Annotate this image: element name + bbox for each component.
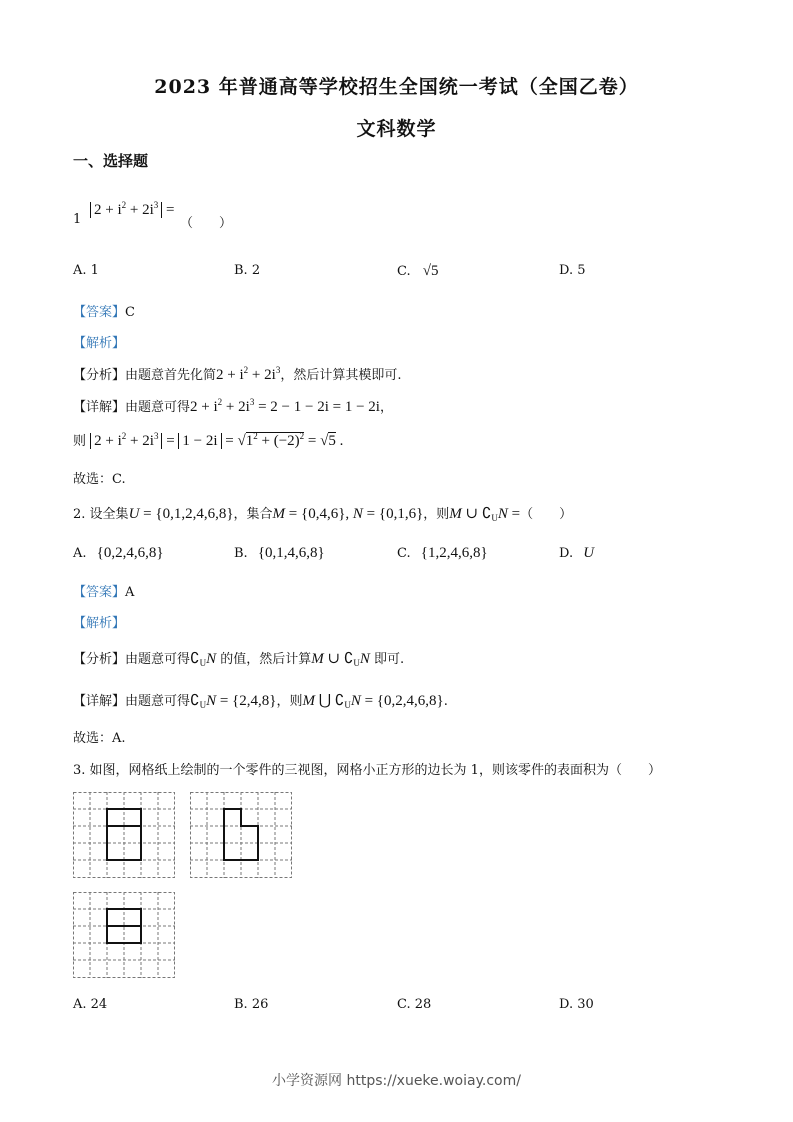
fenxi-text-3: 即可. [374, 652, 405, 667]
question-1-blank: （ ） [180, 216, 233, 231]
answer-tag: 【答案】 [73, 585, 126, 600]
fenxi-tag: 【分析】 [73, 368, 126, 383]
fenxi-math-1: $∁_UN$ [190, 651, 217, 668]
q1-option-c-value: √5 [422, 263, 439, 279]
q1-xiangjie [73, 396, 393, 416]
q2-option-d [559, 545, 594, 562]
option-label: B. [234, 546, 248, 561]
q2-analysis-tag: 【解析】 [73, 616, 126, 631]
question-3-stem [73, 759, 661, 778]
xiangjie-text-2: ，则 [276, 694, 303, 709]
question-3-number: 3. [73, 763, 86, 778]
top-view-figure [73, 892, 175, 978]
fenxi-text: 由题意首先化简 [125, 368, 217, 383]
q3-option-a: A. 24 [73, 997, 108, 1012]
question-2-number: 2. [73, 507, 86, 522]
option-value: {1,2,4,6,8} [420, 545, 488, 561]
section-heading: 一、选择题 [73, 152, 149, 170]
answer-value: C [125, 305, 135, 320]
q2-fenxi [73, 648, 404, 668]
question-1-number: 1 [73, 212, 82, 227]
q3-option-d: D. 30 [559, 997, 594, 1012]
q1-answer [73, 301, 135, 320]
stem-math-result: M ∪ $∁_UN$ = [449, 506, 521, 523]
exam-subtitle: 文科数学 [356, 118, 437, 140]
option-label: A. [73, 546, 87, 561]
xiangjie-tag: 【详解】 [73, 694, 126, 709]
front-view-figure [73, 792, 175, 878]
fenxi-math-2: M ∪ $∁_UN$ [311, 651, 370, 668]
q1-option-b: B. 2 [234, 263, 261, 278]
then-prefix: 则 [73, 434, 87, 449]
q1-option-d: D. 5 [559, 263, 586, 278]
q2-conclusion: 故选：A. [73, 731, 126, 746]
option-label: D. [559, 546, 574, 561]
fenxi-text-2: 的值，然后计算 [220, 652, 312, 667]
then-math: $2 + i^2 + 2i^3 = 1 - 2i = √1^2 + (-2)^2 = √5$ . [90, 432, 343, 449]
question-1-stem: $2 + i^2 + 2i^3$ = [90, 200, 175, 219]
footer-watermark: 小学资源网 https://xueke.woiay.com/ [272, 1073, 521, 1089]
stem-math-u: U = {0,1,2,4,6,8} [128, 506, 234, 522]
q2-option-b [234, 545, 325, 562]
question-3-text: 如图，网格纸上绘制的一个零件的三视图，网格小正方形的边长为 1，则该零件的表面积为（ ） [89, 763, 661, 778]
q2-answer [73, 581, 134, 600]
stem-text-2: ，集合 [233, 507, 273, 522]
xiangjie-math-1: $∁_UN = \{2,4,8\}$ [190, 693, 277, 710]
side-view-figure [190, 792, 292, 878]
q3-option-b: B. 26 [234, 997, 269, 1012]
option-value: {0,2,4,6,8} [96, 545, 164, 561]
stem-math-mn: M = {0,4,6}, N = {0,1,6} [272, 506, 424, 522]
fenxi-tag: 【分析】 [73, 652, 126, 667]
q2-option-a [73, 545, 164, 562]
question-2-stem [73, 503, 572, 523]
exam-title: 2023 年普通高等学校招生全国统一考试（全国乙卷） [154, 76, 639, 98]
q1-option-a: A. 1 [73, 263, 99, 278]
xiangjie-text: 由题意可得 [125, 400, 191, 415]
answer-tag: 【答案】 [73, 305, 126, 320]
q1-analysis-tag: 【解析】 [73, 336, 126, 351]
xiangjie-tag: 【详解】 [73, 400, 126, 415]
option-value: {0,1,4,6,8} [257, 545, 325, 561]
answer-value: A [125, 585, 135, 600]
q1-then-line [73, 430, 343, 450]
q1-conclusion: 故选：C. [73, 472, 126, 487]
stem-text: 设全集 [89, 507, 129, 522]
xiangjie-text-2: ， [379, 400, 393, 415]
fenxi-text-2: ，然后计算其模即可. [280, 368, 402, 383]
fenxi-text: 由题意可得 [125, 652, 191, 667]
q1-option-c-label: C. [397, 264, 411, 279]
fenxi-math: $2 + i^2 + 2i^3$ [216, 365, 281, 383]
q1-option-c [397, 263, 439, 280]
q3-option-c: C. 28 [397, 997, 432, 1012]
xiangjie-text-3: . [443, 694, 448, 709]
option-value: U [583, 545, 595, 561]
xiangjie-math-2: M ⋃ $∁_UN = \{0,2,4,6,8\}$ [302, 693, 444, 710]
q2-option-c [397, 545, 488, 562]
stem-blank: （ ） [520, 507, 573, 522]
q1-fenxi [73, 364, 401, 384]
option-label: C. [397, 546, 411, 561]
q2-xiangjie [73, 690, 448, 710]
stem-text-3: ，则 [423, 507, 450, 522]
xiangjie-text: 由题意可得 [125, 694, 191, 709]
xiangjie-math: $2 + i^2 + 2i^3 = 2 - 1 - 2i = 1 - 2i$ [190, 397, 380, 415]
